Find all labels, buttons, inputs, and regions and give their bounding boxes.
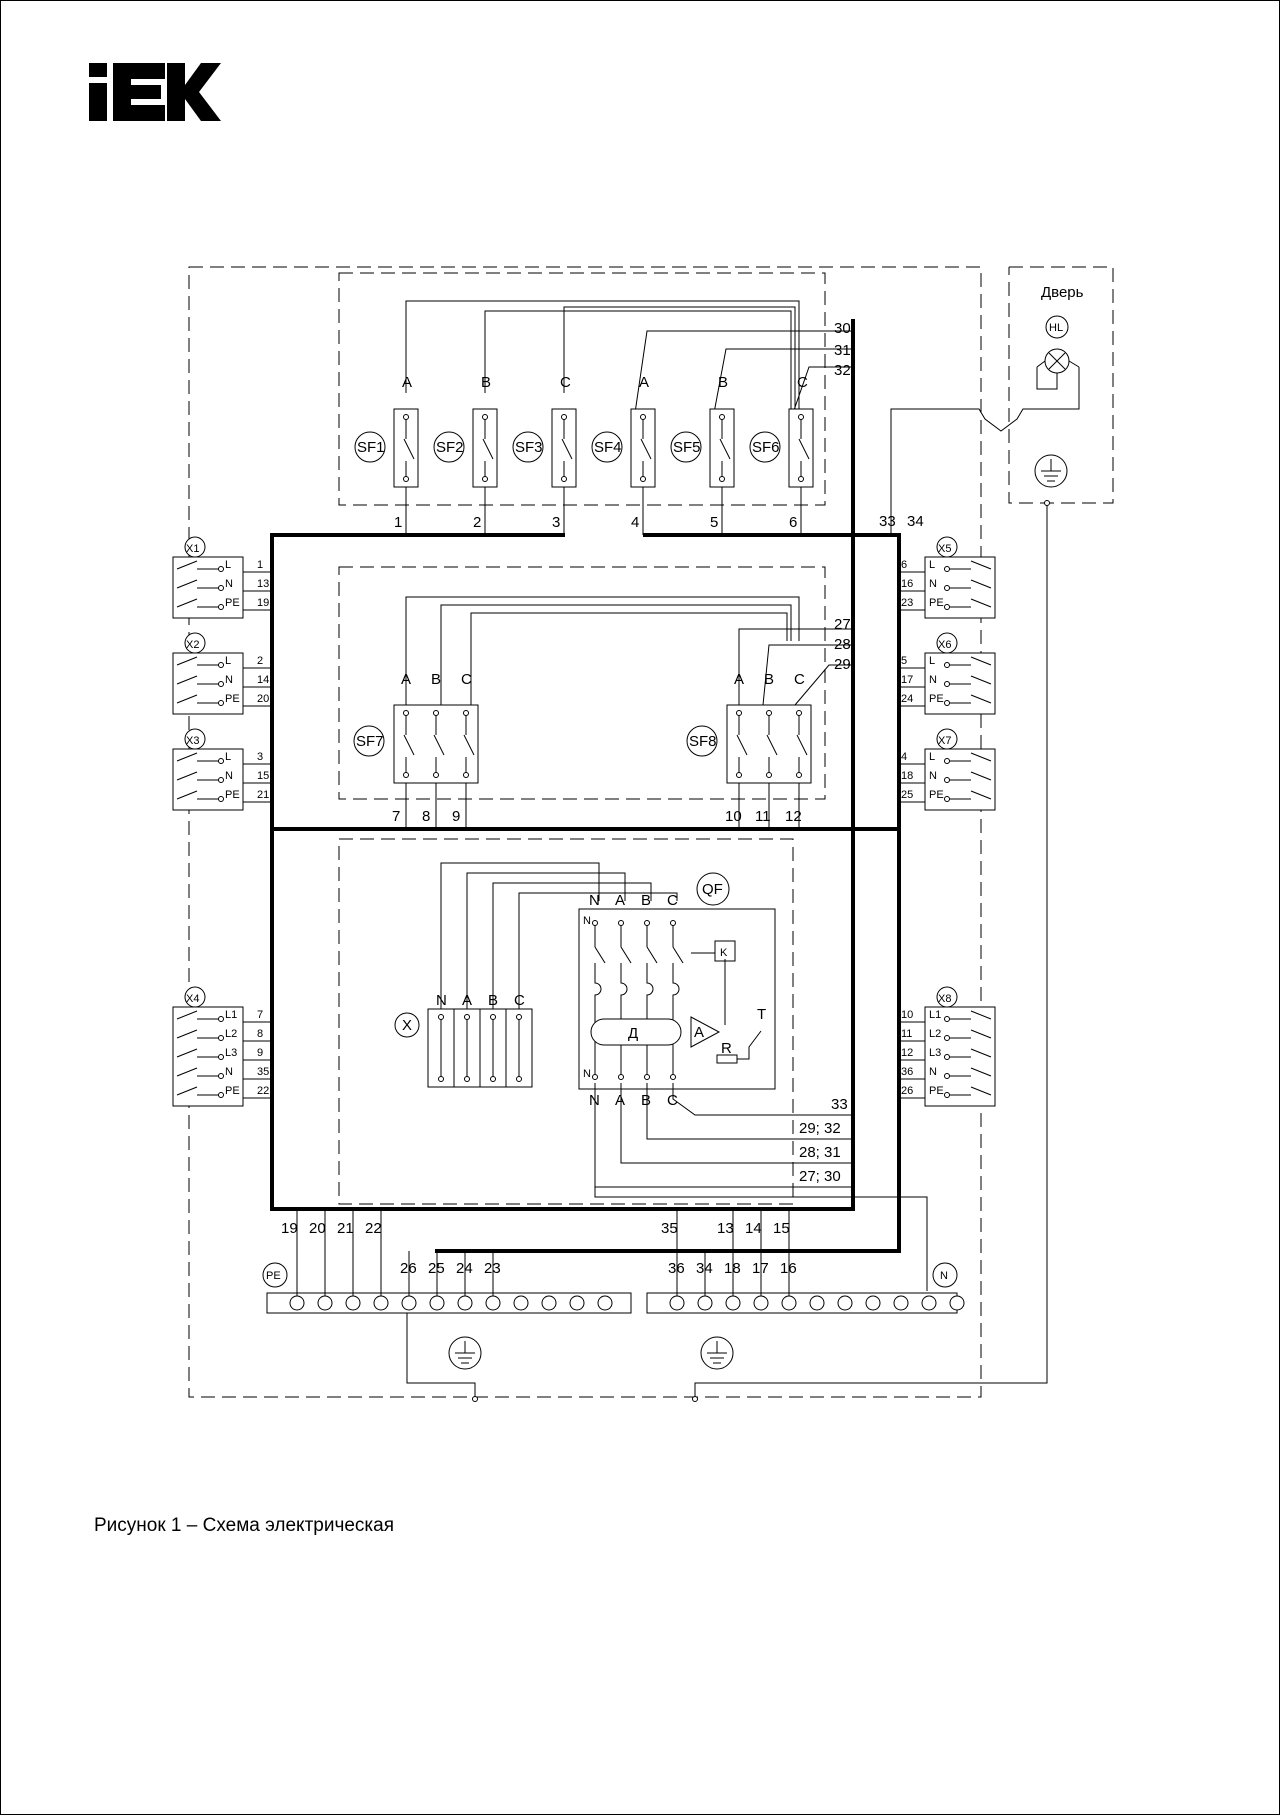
left-connectors	[173, 537, 272, 1106]
connector-pin-label: N	[225, 674, 233, 686]
connector-wire-number: 5	[901, 655, 908, 667]
breaker-id-label: SF7	[356, 733, 384, 750]
breaker-terminal	[737, 773, 742, 778]
qf-terminal	[593, 1075, 598, 1080]
breaker-terminal	[799, 415, 804, 420]
connector-terminal	[945, 663, 950, 668]
connector-pin-label: L	[929, 751, 936, 763]
connector-pin-label: N	[929, 1066, 937, 1078]
breaker-sf4	[592, 374, 655, 535]
qf-small-n-top: N	[583, 915, 591, 927]
connector-terminal	[945, 1036, 950, 1041]
qf-terminal	[593, 921, 598, 926]
terminal-screw	[465, 1015, 470, 1020]
connector-wire-number: 15	[257, 770, 270, 782]
breaker-out-number: 11	[755, 808, 771, 825]
breaker-terminal	[464, 711, 469, 716]
breaker-id-label: SF3	[515, 439, 543, 456]
bus-hole	[810, 1296, 824, 1310]
pe-bus-top-numbers	[281, 1209, 382, 1296]
connector-terminal	[219, 605, 224, 610]
breaker-phase-label: B	[764, 671, 775, 688]
connector-terminal	[945, 797, 950, 802]
wire-number-33: 33	[879, 513, 896, 530]
breaker-id-label: SF4	[594, 439, 622, 456]
connector-pin-label: L3	[929, 1047, 942, 1059]
connector-pin-label: N	[225, 578, 233, 590]
top-bus	[272, 535, 673, 1209]
terminal-screw	[491, 1015, 496, 1020]
qf-output-wire-number: 33	[831, 1096, 848, 1113]
bus-hole	[838, 1296, 852, 1310]
connector-pin-label: PE	[929, 597, 944, 609]
connector-terminal	[945, 682, 950, 687]
qf-output-wires	[799, 1096, 848, 1185]
terminal-screw	[439, 1015, 444, 1020]
connector-wire-number: 3	[257, 751, 264, 763]
bus-hole	[726, 1296, 740, 1310]
qf-terminal	[645, 921, 650, 926]
bus-hole	[922, 1296, 936, 1310]
pe-bus-numbers	[400, 1251, 501, 1296]
qf-top-labels	[589, 892, 679, 1075]
connector-wire-number: 6	[901, 559, 908, 571]
connector-pin-label: PE	[225, 693, 240, 705]
connector-terminal	[219, 663, 224, 668]
bus-hole	[950, 1296, 964, 1310]
connector-wire-number: 24	[901, 693, 914, 705]
n-bus	[647, 1209, 964, 1369]
qf-terminal	[645, 1075, 650, 1080]
breaker-sf8	[687, 671, 811, 829]
breaker-sf6	[750, 374, 813, 535]
connector-pin-label: L3	[225, 1047, 238, 1059]
connector-terminal	[945, 586, 950, 591]
connector-terminal	[945, 1093, 950, 1098]
connector-wire-number: 10	[901, 1009, 914, 1021]
connector-pin-label: PE	[929, 789, 944, 801]
qf-a-label: A	[694, 1024, 705, 1041]
breaker-out-number: 12	[785, 808, 802, 825]
connector-id-label: X6	[938, 639, 952, 651]
connector-id-label: X2	[186, 639, 200, 651]
qf-terminal	[619, 921, 624, 926]
breaker-out-number: 2	[473, 514, 482, 531]
connector-wire-number: 8	[257, 1028, 264, 1040]
breaker-out-number: 3	[552, 514, 561, 531]
connector-pin-label: PE	[929, 693, 944, 705]
breaker-terminal	[434, 711, 439, 716]
connector-wire-number: 36	[901, 1066, 914, 1078]
connector-pin-label: L	[929, 655, 936, 667]
bus-hole	[458, 1296, 472, 1310]
bus-hole	[894, 1296, 908, 1310]
qf-pole-label: B	[641, 1092, 652, 1109]
breaker-terminal	[404, 773, 409, 778]
breaker-id-label: SF1	[357, 439, 385, 456]
connector-id-label: X7	[938, 735, 952, 747]
connector-wire-number: 21	[257, 789, 270, 801]
breaker-sf2	[434, 374, 497, 535]
breaker-phase-label: A	[401, 671, 412, 688]
bus-wire-number: 25	[428, 1260, 445, 1277]
mid-breakers	[354, 671, 811, 829]
connector-pin-label: L	[225, 655, 232, 667]
bus-wire-number: 22	[365, 1220, 382, 1237]
connector-terminal	[945, 701, 950, 706]
wire-number-32: 32	[834, 362, 851, 379]
breaker-terminal	[720, 415, 725, 420]
breaker-out-number: 1	[394, 514, 403, 531]
qf-small-n-bottom: N	[583, 1068, 591, 1080]
connector-terminal	[219, 1074, 224, 1079]
qf-pole-label: C	[667, 892, 678, 909]
figure-caption: Рисунок 1 – Схема электрическая	[94, 1515, 395, 1536]
connector-pin-label: L	[225, 559, 232, 571]
connector-pin-label: N	[929, 674, 937, 686]
connector-id-label: X8	[938, 993, 952, 1005]
qf-terminal	[671, 921, 676, 926]
qf-terminal	[619, 1075, 624, 1080]
qf-output-wire-number: 28; 31	[799, 1144, 841, 1161]
breaker-terminal	[797, 711, 802, 716]
connector-wire-number: 19	[257, 597, 270, 609]
breaker-terminal	[797, 773, 802, 778]
qf-pole-label: A	[615, 892, 626, 909]
connector-pin-label: L1	[929, 1009, 942, 1021]
connector-pin-label: N	[929, 578, 937, 590]
connector-terminal	[945, 1055, 950, 1060]
breaker-id-label: SF6	[752, 439, 780, 456]
terminal-label: B	[488, 992, 499, 1009]
breaker-terminal	[767, 711, 772, 716]
breaker-terminal	[641, 477, 646, 482]
bus-wire-number: 14	[745, 1220, 762, 1237]
connector-terminal	[219, 1093, 224, 1098]
enclosure-outline	[189, 267, 981, 1397]
connector-wire-number: 22	[257, 1085, 270, 1097]
pe-bus-label: PE	[266, 1270, 281, 1282]
connector-terminal	[945, 1017, 950, 1022]
connector-pin-label: PE	[929, 1085, 944, 1097]
connector-pin-label: N	[225, 770, 233, 782]
terminal-screw	[517, 1015, 522, 1020]
connector-wire-number: 14	[257, 674, 270, 686]
bus-hole	[346, 1296, 360, 1310]
n-bus-label: N	[940, 1270, 948, 1282]
connector-wire-number: 13	[257, 578, 270, 590]
qf-output-wire-number: 27; 30	[799, 1168, 841, 1185]
mid-breaker-group	[354, 597, 853, 829]
electrical-diagram	[1, 1, 1280, 1816]
connector-wire-number: 4	[901, 751, 908, 763]
breaker-phase-label: C	[794, 671, 805, 688]
connector-x4	[173, 987, 272, 1106]
breaker-out-number: 9	[452, 808, 461, 825]
connector-terminal	[219, 1055, 224, 1060]
connector-wire-number: 25	[901, 789, 914, 801]
qf-k-label: K	[720, 947, 728, 959]
qf-r-label: R	[721, 1040, 732, 1057]
terminal-label: C	[514, 992, 525, 1009]
bus-hole	[782, 1296, 796, 1310]
wire-number-34: 34	[907, 513, 924, 530]
wire-number-31: 31	[834, 342, 851, 359]
breaker-terminal	[404, 477, 409, 482]
connector-x6	[899, 633, 995, 714]
connector-id-label: X4	[186, 993, 200, 1005]
connector-terminal	[945, 605, 950, 610]
qf-pole-coil	[673, 963, 679, 1075]
connector-terminal	[219, 682, 224, 687]
connector-terminal	[219, 759, 224, 764]
breaker-phase-label: B	[481, 374, 492, 391]
terminal-screw	[439, 1077, 444, 1082]
breaker-terminal	[483, 415, 488, 420]
connector-wire-number: 7	[257, 1009, 264, 1021]
connector-x8	[899, 987, 995, 1106]
qf-pole-label: N	[589, 1092, 600, 1109]
bus-hole	[430, 1296, 444, 1310]
bus-wire-number: 34	[696, 1260, 713, 1277]
qf-pole-coil	[595, 963, 601, 1075]
breaker-out-number: 4	[631, 514, 640, 531]
breaker-terminal	[434, 773, 439, 778]
breaker-terminal	[737, 711, 742, 716]
terminal-block-x	[395, 863, 677, 1087]
breaker-phase-label: C	[560, 374, 571, 391]
breaker-out-number: 7	[392, 808, 401, 825]
connector-terminal	[945, 1074, 950, 1079]
pe-bus	[263, 1209, 631, 1399]
breaker-id-label: SF8	[689, 733, 717, 750]
bus-hole	[486, 1296, 500, 1310]
qf-pole-label: B	[641, 892, 652, 909]
bus-hole	[374, 1296, 388, 1310]
breaker-sf5	[671, 374, 734, 535]
bus-hole	[542, 1296, 556, 1310]
connector-x3	[173, 729, 272, 810]
wire-number-28: 28	[834, 636, 851, 653]
qf-bottom-labels	[589, 1075, 678, 1110]
connector-wire-number: 12	[901, 1047, 914, 1059]
bus-wire-number: 36	[668, 1260, 685, 1277]
bus-wire-number: 20	[309, 1220, 326, 1237]
qf-d-label: Д	[628, 1025, 639, 1042]
qf-pole-label: A	[615, 1092, 626, 1109]
connector-wire-number: 20	[257, 693, 270, 705]
connector-terminal	[219, 1036, 224, 1041]
bus-wire-number: 26	[400, 1260, 417, 1277]
wire-number-27: 27	[834, 616, 851, 633]
connector-wire-number: 26	[901, 1085, 914, 1097]
connector-wire-number: 18	[901, 770, 914, 782]
breaker-out-number: 10	[725, 808, 742, 825]
connector-terminal	[219, 567, 224, 572]
connector-pin-label: L2	[225, 1028, 238, 1040]
breaker-sf1	[355, 374, 418, 535]
top-breakers	[355, 374, 813, 535]
breaker-phase-label: A	[734, 671, 745, 688]
breaker-terminal	[404, 415, 409, 420]
connector-pin-label: L2	[929, 1028, 942, 1040]
terminal-screw	[517, 1077, 522, 1082]
breaker-out-number: 5	[710, 514, 719, 531]
connector-wire-number: 17	[901, 674, 914, 686]
terminal-screw	[491, 1077, 496, 1082]
connector-terminal	[219, 778, 224, 783]
breaker-out-number: 8	[422, 808, 431, 825]
bus-wire-number: 16	[780, 1260, 797, 1277]
terminal-label: A	[462, 992, 473, 1009]
breaker-terminal	[562, 415, 567, 420]
iek-logo	[89, 63, 221, 121]
terminal-screw	[465, 1077, 470, 1082]
connector-id-label: X1	[186, 543, 200, 555]
connector-wire-number: 9	[257, 1047, 264, 1059]
bus-wire-number: 19	[281, 1220, 298, 1237]
bus-wire-number: 17	[752, 1260, 769, 1277]
terminal-block-cells	[428, 992, 532, 1087]
connector-terminal	[219, 797, 224, 802]
breaker-terminal	[464, 773, 469, 778]
connector-wire-number: 11	[901, 1028, 913, 1040]
breaker-sf3	[513, 374, 576, 535]
connector-terminal	[219, 586, 224, 591]
bus-wire-number: 18	[724, 1260, 741, 1277]
breaker-phase-label: C	[797, 374, 808, 391]
qf-pole-label: C	[667, 1092, 678, 1109]
bus-hole	[698, 1296, 712, 1310]
bus-hole	[318, 1296, 332, 1310]
bus-hole	[754, 1296, 768, 1310]
connector-pin-label: N	[225, 1066, 233, 1078]
breaker-id-label: SF5	[673, 439, 701, 456]
breaker-terminal	[720, 477, 725, 482]
breaker-phase-label: A	[402, 374, 413, 391]
connector-pin-label: N	[929, 770, 937, 782]
qf-label: QF	[702, 881, 723, 898]
lamp-label: HL	[1049, 322, 1064, 334]
connector-terminal	[945, 759, 950, 764]
breaker-terminal	[767, 773, 772, 778]
connector-x2	[173, 633, 272, 714]
bus-hole	[598, 1296, 612, 1310]
bus-wire-number: 24	[456, 1260, 473, 1277]
bus-hole	[866, 1296, 880, 1310]
bus-hole	[290, 1296, 304, 1310]
connector-pin-label: PE	[225, 789, 240, 801]
bus-hole	[670, 1296, 684, 1310]
breaker-phase-label: A	[639, 374, 650, 391]
connector-x1	[173, 537, 272, 618]
connector-terminal	[219, 1017, 224, 1022]
connector-pin-label: L	[929, 559, 936, 571]
breaker-terminal	[799, 477, 804, 482]
connector-wire-number: 35	[257, 1066, 270, 1078]
bus-wire-number: 35	[661, 1220, 678, 1237]
wire-number-29: 29	[834, 656, 851, 673]
qf-pole-label: N	[589, 892, 600, 909]
breaker-phase-label: B	[431, 671, 442, 688]
breaker-out-number: 6	[789, 514, 798, 531]
breaker-terminal	[562, 477, 567, 482]
connector-pin-label: L	[225, 751, 232, 763]
breaker-sf7	[354, 671, 478, 829]
breaker-phase-label: B	[718, 374, 729, 391]
bus-wire-number: 15	[773, 1220, 790, 1237]
bus-hole	[402, 1296, 416, 1310]
breaker-id-label: SF2	[436, 439, 464, 456]
qf-terminal	[671, 1075, 676, 1080]
connector-wire-number: 1	[257, 559, 264, 571]
breaker-terminal	[483, 477, 488, 482]
bus-hole	[514, 1296, 528, 1310]
breaker-phase-label: C	[461, 671, 472, 688]
bus-wire-number: 13	[717, 1220, 734, 1237]
connector-terminal	[219, 701, 224, 706]
connector-terminal	[945, 778, 950, 783]
breaker-terminal	[641, 415, 646, 420]
door-label: Дверь	[1041, 284, 1084, 301]
top-breaker-group	[355, 301, 853, 535]
connector-wire-number: 2	[257, 655, 264, 667]
qf-output-wire-number: 29; 32	[799, 1120, 841, 1137]
connector-wire-number: 16	[901, 578, 914, 590]
connector-id-label: X3	[186, 735, 200, 747]
connector-pin-label: L1	[225, 1009, 238, 1021]
terminal-block-x-label: X	[402, 1017, 413, 1034]
connector-terminal	[945, 567, 950, 572]
connector-wire-number: 23	[901, 597, 914, 609]
qf-t-label: T	[757, 1006, 767, 1023]
connector-pin-label: PE	[225, 597, 240, 609]
bus-wire-number: 21	[337, 1220, 354, 1237]
terminal-label: N	[436, 992, 447, 1009]
connector-pin-label: PE	[225, 1085, 240, 1097]
bus-wire-number: 23	[484, 1260, 501, 1277]
n-bus-numbers	[668, 1251, 797, 1296]
connector-id-label: X5	[938, 543, 952, 555]
wire-number-30: 30	[834, 320, 851, 337]
breaker-terminal	[404, 711, 409, 716]
bus-hole	[570, 1296, 584, 1310]
